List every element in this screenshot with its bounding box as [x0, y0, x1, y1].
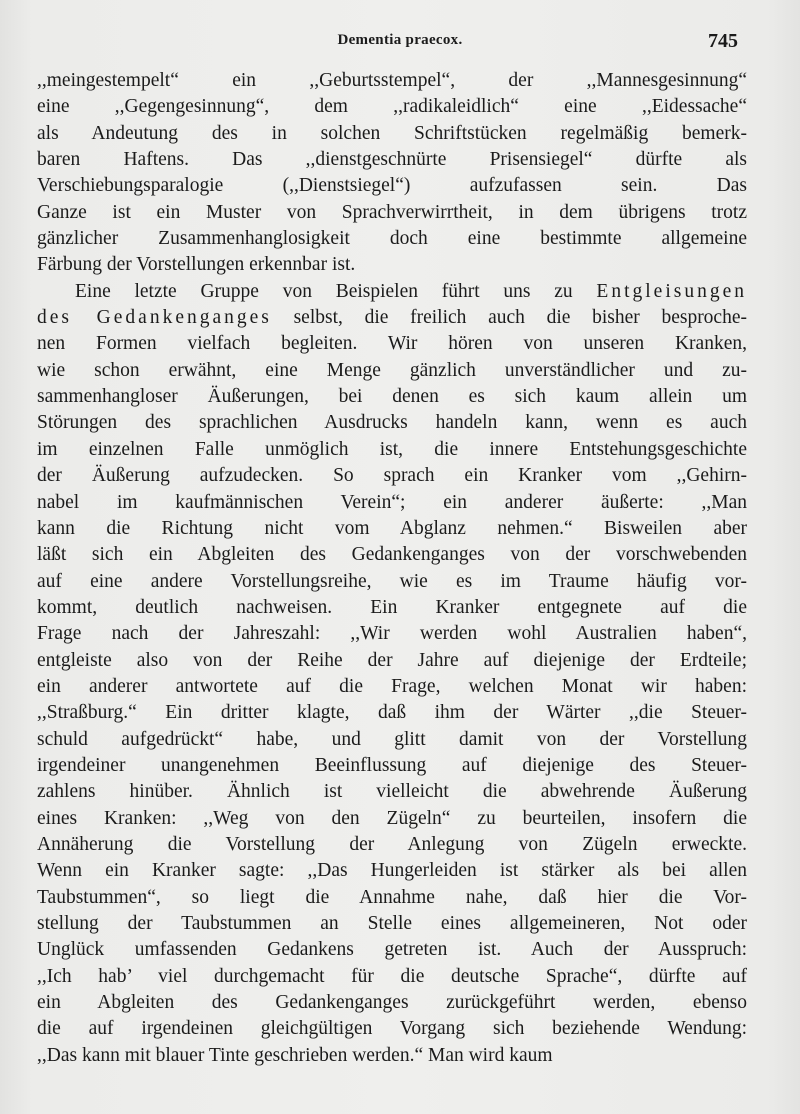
text-line	[37, 147, 747, 173]
text-line	[37, 437, 747, 463]
text-segment: im einzelnen Falle unmöglich ist, die innere Entstehungsgeschichte	[37, 438, 747, 460]
text-segment: wie schon erwähnt, eine Menge gänzlich unverständlicher und zu-	[37, 359, 747, 381]
text-segment: ,,Straßburg.“ Ein dritter klagte, daß ihm der Wärter ,,die Steuer-	[37, 702, 747, 724]
text-segment: sammenhangloser Äußerungen, bei denen es sich kaum allein um	[37, 386, 747, 408]
text-segment: kommt, deutlich nachweisen. Ein Kranker entgegnete auf die	[37, 596, 747, 618]
text-line	[37, 964, 747, 990]
text-segment: Verschiebungsparalogie (,,Dienstsiegel“) aufzufassen sein. Das	[37, 175, 747, 197]
text-line	[37, 279, 747, 305]
text-segment: Annäherung die Vorstellung der Anlegung von Zügeln erweckte.	[37, 833, 747, 855]
text-line	[37, 937, 747, 963]
text-segment: stellung der Taubstummen an Stelle eines allgemeineren, Not oder	[37, 913, 747, 934]
text-segment: baren Haftens. Das ,,dienstgeschnürte Prisensiegel“ dürfte als	[37, 149, 747, 171]
text-segment: eines Kranken: ,,Weg von den Zügeln“ zu beurteilen, insofern die	[37, 807, 747, 829]
text-line	[37, 727, 747, 753]
text-line	[37, 569, 747, 595]
text-line	[37, 68, 747, 94]
text-segment: ein Abgleiten des Gedankenganges zurückgeführt werden, ebenso	[37, 992, 747, 1014]
text-line	[37, 94, 747, 120]
text-segment: entgleiste also von der Reihe der Jahre auf diejenige der Erdteile;	[37, 649, 747, 671]
text-line	[37, 753, 747, 779]
text-segment: ,,Ich hab’ viel durchgemacht für die deutsche Sprache“, dürfte auf	[37, 965, 747, 987]
paragraph	[37, 279, 747, 1069]
page-header	[0, 30, 800, 58]
text-segment: Frage nach der Jahreszahl: ,,Wir werden wohl Australien haben“,	[37, 623, 747, 645]
text-segment: der Äußerung aufzudecken. So sprach ein Kranker vom ,,Gehirn-	[37, 465, 747, 487]
text-line	[37, 1043, 747, 1069]
text-line	[37, 384, 747, 410]
text-line	[37, 911, 747, 937]
text-line	[37, 806, 747, 832]
text-line	[37, 490, 747, 516]
text-segment: gänzlicher Zusammenhanglosigkeit doch eine bestimmte allgemeine	[37, 228, 747, 250]
text-segment: läßt sich ein Abgleiten des Gedankenganges von der vorschwebenden	[37, 544, 747, 566]
text-segment: ,,meingestempelt“ ein ,,Geburtsstempel“, der ,,Mannesgesinnung“	[37, 70, 747, 91]
text-segment: kann die Richtung nicht vom Abglanz nehmen.“ Bisweilen aber	[37, 517, 747, 539]
text-line	[37, 1016, 747, 1042]
text-line	[37, 779, 747, 805]
text-segment: Störungen des sprachlichen Ausdrucks handeln kann, wenn es auch	[37, 412, 747, 434]
text-line	[37, 121, 747, 147]
text-segment: die auf irgendeinen gleichgültigen Vorgang sich beziehende Wendung:	[37, 1018, 747, 1040]
text-segment: zahlens hinüber. Ähnlich ist vielleicht die abwehrende Äußerung	[37, 781, 747, 803]
text-segment: selbst, die freilich auch die bisher besproche-	[271, 307, 747, 329]
paragraph	[37, 68, 747, 279]
text-segment: Unglück umfassenden Gedankens getreten ist. Auch der Ausspruch:	[37, 939, 747, 961]
text-segment: nabel im kaufmännischen Verein“; ein anderer äußerte: ,,Man	[37, 491, 747, 513]
text-segment: nen Formen vielfach begleiten. Wir hören von unseren Kranken,	[37, 333, 747, 355]
text-segment: als Andeutung des in solchen Schriftstücken regelmäßig bemerk-	[37, 122, 747, 144]
text-segment: Taubstummen“, so liegt die Annahme nahe, daß hier die Vor-	[37, 886, 747, 908]
text-line	[37, 885, 747, 911]
text-segment: eine ,,Gegengesinnung“, dem ,,radikaleidlich“ eine ,,Eidessache“	[37, 96, 747, 118]
running-title: Dementia praecox.	[337, 32, 463, 48]
text-line	[37, 516, 747, 542]
text-segment: Eine letzte Gruppe von Beispielen führt uns zu	[75, 280, 597, 302]
page-number: 745	[708, 30, 738, 52]
text-segment: auf eine andere Vorstellungsreihe, wie es im Traume häufig vor-	[37, 570, 747, 592]
text-segment: Färbung der Vorstellungen erkennbar ist.	[37, 254, 356, 276]
text-line	[37, 858, 747, 884]
text-line	[37, 595, 747, 621]
text-segment: Wenn ein Kranker sagte: ,,Das Hungerleiden ist stärker als bei allen	[37, 860, 747, 882]
text-line	[37, 674, 747, 700]
text-line	[37, 648, 747, 674]
text-segment: irgendeiner unangenehmen Beeinflussung auf diejenige des Steuer-	[37, 754, 747, 776]
spaced-emphasis: des Gedankenganges	[37, 307, 272, 329]
text-line	[37, 226, 747, 252]
text-line	[37, 542, 747, 568]
text-line	[37, 410, 747, 436]
text-segment: ,,Das kann mit blauer Tinte geschrieben werden.“ Man wird kaum	[37, 1044, 553, 1066]
text-segment: Ganze ist ein Muster von Sprachverwirrtheit, in dem übrigens trotz	[37, 201, 747, 223]
body-text	[37, 68, 747, 1069]
text-line	[37, 621, 747, 647]
text-line	[37, 305, 747, 331]
text-segment: schuld aufgedrückt“ habe, und glitt damit von der Vorstellung	[37, 728, 747, 750]
text-line	[37, 832, 747, 858]
text-line	[37, 463, 747, 489]
text-line	[37, 700, 747, 726]
text-line	[37, 331, 747, 357]
text-line	[37, 173, 747, 199]
text-line	[37, 358, 747, 384]
text-segment: ein anderer antwortete auf die Frage, welchen Monat wir haben:	[37, 675, 747, 697]
text-line	[37, 252, 747, 278]
text-line	[37, 990, 747, 1016]
text-line	[37, 200, 747, 226]
spaced-emphasis: Entgleisungen	[596, 280, 747, 302]
